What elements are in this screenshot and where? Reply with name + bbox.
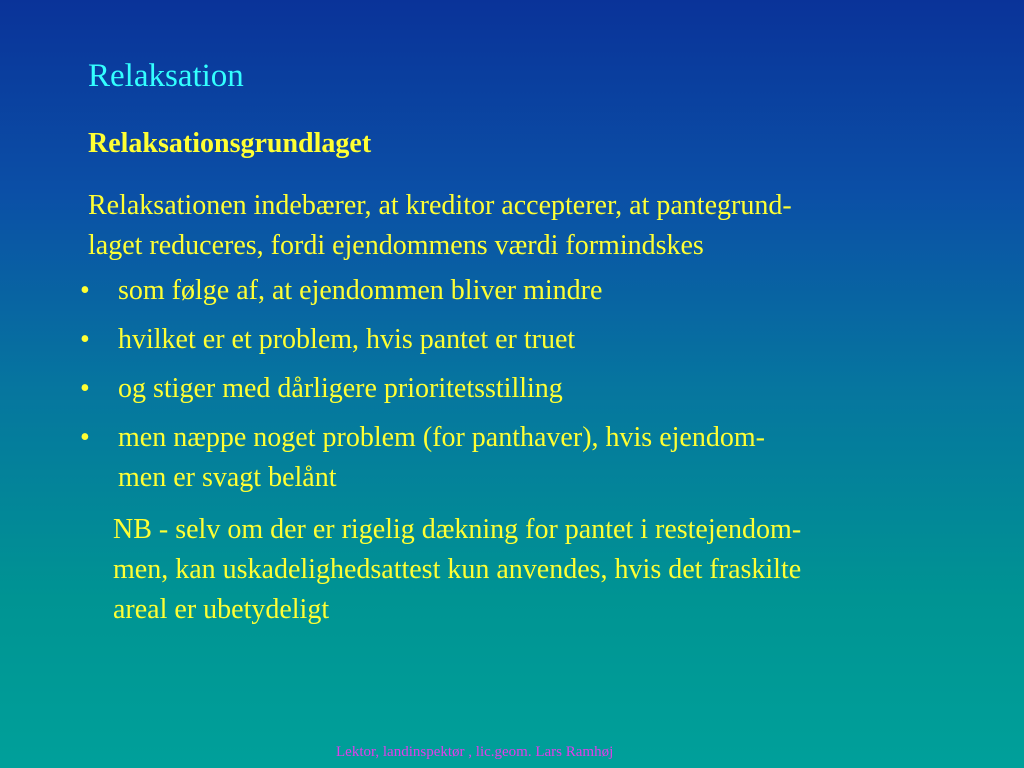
nb-line: areal er ubetydeligt [113,594,330,625]
bullet-text: hvilket er et problem, hvis pantet er truet [118,324,576,355]
bullet-icon: • [80,373,90,404]
bullet-text: som følge af, at ejendommen bliver mindre [118,275,603,306]
bullet-icon: • [80,324,90,355]
bullet-icon: • [80,422,90,453]
intro-line: Relaksationen indebærer, at kreditor accepterer, at pantegrund- [88,190,792,221]
nb-line: NB - selv om der er rigelig dækning for pantet i restejendom- [113,514,802,545]
slide-subtitle: Relaksationsgrundlaget [88,128,372,159]
bullet-item [76,320,976,360]
bullet-list [76,271,976,507]
bullet-item [76,369,976,409]
bullet-text-continued: men er svagt belånt [118,462,337,493]
bullet-icon: • [80,275,90,306]
bullet-text: men næppe noget problem (for panthaver), hvis ejendom- [118,422,765,453]
intro-paragraph [88,186,968,266]
footer-author: Lektor, landinspektør , lic.geom. Lars Ramhøj [336,744,614,760]
bullet-item [76,418,976,498]
slide-title: Relaksation [88,58,244,94]
intro-line: laget reduceres, fordi ejendommens værdi formindskes [88,230,704,261]
nb-line: men, kan uskadelighedsattest kun anvendes, hvis det fraskilte [113,554,802,585]
bullet-item [76,271,976,311]
nb-note [113,510,973,630]
bullet-text: og stiger med dårligere prioritetsstilling [118,373,563,404]
